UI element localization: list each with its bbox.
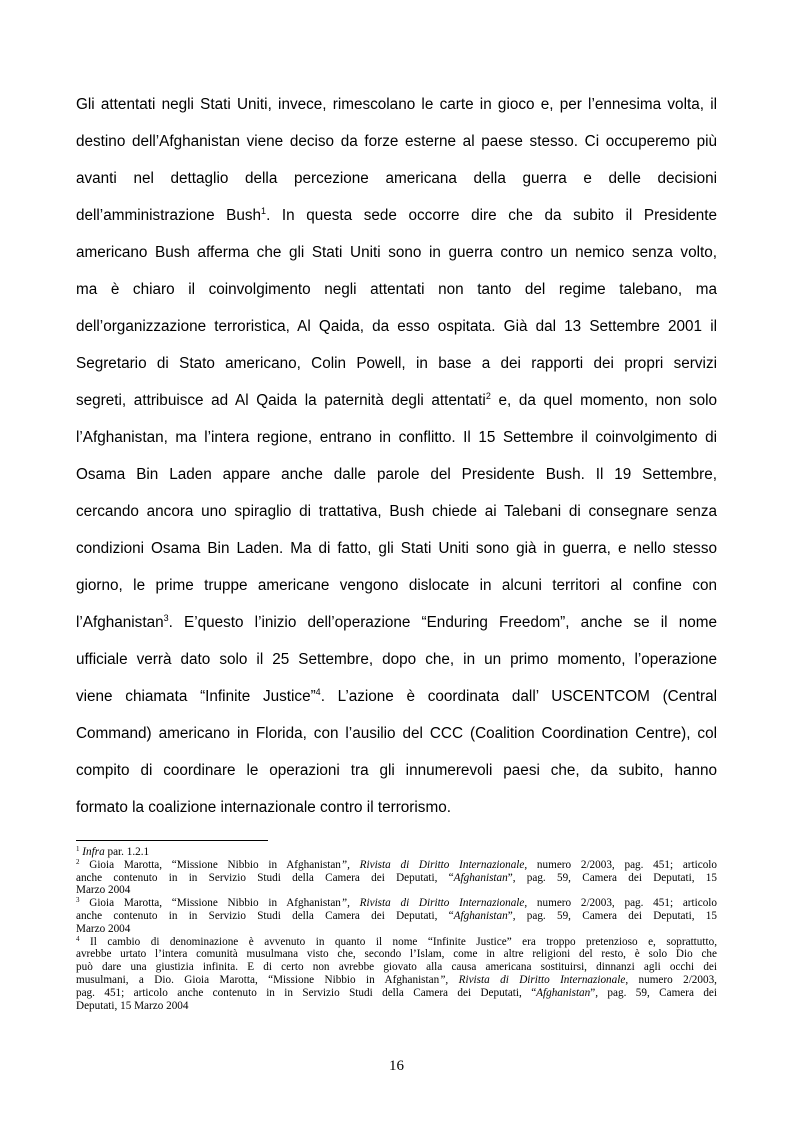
footnote-3 (76, 897, 717, 935)
body-text-segment: dell’amministrazione Bush (76, 207, 262, 224)
body-line (76, 715, 717, 752)
body-line (76, 86, 717, 123)
footnote-text: Marzo 2004 (76, 922, 131, 935)
body-text-segment: condizioni Osama Bin Laden. Ma di fatto, gli Stati Uniti sono già in guerra, e nello stesso (76, 540, 717, 557)
body-line (76, 752, 717, 789)
body-line (76, 678, 717, 715)
footnote-2 (76, 859, 717, 897)
footnote-ref: 1 (261, 206, 267, 216)
body-paragraph (76, 86, 717, 826)
footnote-ital: Afghanistan (536, 986, 591, 999)
footnotes (76, 846, 717, 1012)
body-text-segment: americano Bush afferma che gli Stati Uniti sono in guerra contro un nemico senza volto, (76, 244, 717, 261)
footnote-text: ”, pag. 59, Camera dei (590, 986, 717, 999)
footnote-text: Deputati, 15 Marzo 2004 (76, 999, 189, 1012)
body-text-segment: . E’questo l’inizio dell’operazione “Enduring Freedom”, anche se il nome (168, 614, 717, 631)
footnote-separator (76, 840, 268, 841)
footnote-text: Marzo 2004 (76, 884, 131, 897)
footnote-marker: 3 (76, 897, 80, 905)
footnote-text: par. 1.2.1 (104, 846, 150, 858)
footnote-text: anche contenuto in in Servizio Studi della Camera dei Deputati, “ (76, 871, 454, 884)
body-text-segment: giorno, le prime truppe americane vengono dislocate in alcuni territori al confine con (76, 577, 717, 594)
body-text-segment: ufficiale verrà dato solo il 25 Settembre, dopo che, in un primo momento, l’operazione (76, 651, 717, 668)
body-line (76, 345, 717, 382)
footnote-ref: 3 (163, 613, 169, 623)
body-text-segment: . In questa sede occorre dire che da subito il Presidente (266, 207, 717, 224)
footnote-ital: Infra (82, 846, 105, 858)
footnote-text: Gioia Marotta, “Missione Nibbio in Afghanistan (79, 858, 341, 871)
footnote-text: , numero 2/2003, pag. 451; articolo (524, 897, 717, 910)
footnote-text: pag. 451; articolo anche contenuto in in Servizio Studi della Camera dei Deputati, “ (76, 986, 537, 999)
body-line (76, 382, 717, 419)
body-line (76, 197, 717, 234)
body-text-segment: compito di coordinare le operazioni tra gli innumerevoli paesi che, da subito, hanno (76, 762, 717, 779)
body-text-segment: e, da quel momento, non solo (490, 392, 717, 409)
body-line (76, 493, 717, 530)
body-line (76, 567, 717, 604)
body-line (76, 308, 717, 345)
footnote-text: Gioia Marotta, “Missione Nibbio in Afghanistan (79, 897, 341, 910)
body-line (76, 456, 717, 493)
footnote-1 (76, 846, 717, 859)
body-text-segment: dell’organizzazione terroristica, Al Qaida, da esso ospitata. Già dal 13 Settembre 2001 il (76, 318, 717, 335)
page-number: 16 (389, 1058, 404, 1074)
footnote-text: ”, pag. 59, Camera dei Deputati, 15 (507, 871, 717, 884)
body-line (76, 604, 717, 641)
body-line (76, 234, 717, 271)
footnote-ital: ”, Rivista di Diritto Internazionale (439, 973, 626, 986)
body-text-segment: avanti nel dettaglio della percezione americana della guerra e delle decisioni (76, 170, 717, 187)
body-text-segment: Osama Bin Laden appare anche dalle parole del Presidente Bush. Il 19 Settembre, (76, 466, 717, 483)
body-line (76, 160, 717, 197)
body-line (76, 123, 717, 160)
body-line (76, 271, 717, 308)
footnote-text: musulmani, a Dio. Gioia Marotta, “Missione Nibbio in Afghanistan (76, 973, 440, 986)
footnote-marker: 4 (76, 935, 80, 943)
body-line (76, 641, 717, 678)
body-line (76, 789, 717, 826)
footnote-marker: 1 (76, 846, 80, 853)
body-text-segment: segreti, attribuisce ad Al Qaida la paternità degli attentati (76, 392, 486, 409)
body-text-segment: destino dell’Afghanistan viene deciso da forze esterne al paese stesso. Ci occuperemo più (76, 133, 717, 150)
footnote-4 (76, 936, 717, 1013)
footnote-marker: 2 (76, 858, 80, 866)
footnote-ital: Afghanistan (453, 871, 508, 884)
body-text-segment: formato la coalizione internazionale contro il terrorismo. (76, 799, 451, 816)
footnote-text: Il cambio di denominazione è avvenuto in quanto il nome “Infinite Justice” era troppo pretenzioso e, soprattutto, (79, 935, 717, 948)
body-text-segment: cercando ancora uno spiraglio di trattativa, Bush chiede ai Talebani di consegnare senza (76, 503, 717, 520)
body-text-segment: l’Afghanistan (76, 614, 164, 631)
footnote-text: anche contenuto in in Servizio Studi della Camera dei Deputati, “ (76, 909, 454, 922)
footnote-ital: ”, Rivista di Diritto Internazionale (340, 858, 525, 871)
body-text-segment: viene chiamata “Infinite Justice” (76, 688, 316, 705)
body-line (76, 419, 717, 456)
footnote-ital: ”, Rivista di Diritto Internazionale (340, 897, 525, 910)
body-text-segment: Gli attentati negli Stati Uniti, invece, rimescolano le carte in gioco e, per l’ennesima volta, il (76, 96, 717, 113)
footnote-ref: 2 (485, 391, 491, 401)
body-text-segment: Segretario di Stato americano, Colin Powell, in base a dei rapporti dei propri servizi (76, 355, 717, 372)
body-text-segment: Command) americano in Florida, con l’ausilio del CCC (Coalition Coordination Centre), col (76, 725, 717, 742)
body-text-segment: . L’azione è coordinata dall’ USCENTCOM (Central (320, 688, 717, 705)
footnote-ital: Afghanistan (453, 909, 508, 922)
footnote-text: ”, pag. 59, Camera dei Deputati, 15 (507, 909, 717, 922)
footnote-ref: 4 (315, 687, 321, 697)
footnote-text: , numero 2/2003, pag. 451; articolo (524, 858, 717, 871)
body-text-segment: ma è chiaro il coinvolgimento negli attentati non tanto del regime talebano, ma (76, 281, 717, 298)
body-text-segment: l’Afghanistan, ma l’intera regione, entrano in conflitto. Il 15 Settembre il coinvolgimento di (76, 429, 717, 446)
footnote-text: avrebbe urtato l’intera comunità musulmana visto che, secondo l’Islam, come in altre religioni del resto, è solo Dio che (76, 948, 717, 961)
body-line (76, 530, 717, 567)
footnote-text: può dare una giustizia infinita. E di certo non avrebbe giovato alla causa americana sostituirsi, dinnanzi agli occhi dei (76, 961, 717, 974)
footnote-text: , numero 2/2003, (625, 973, 717, 986)
